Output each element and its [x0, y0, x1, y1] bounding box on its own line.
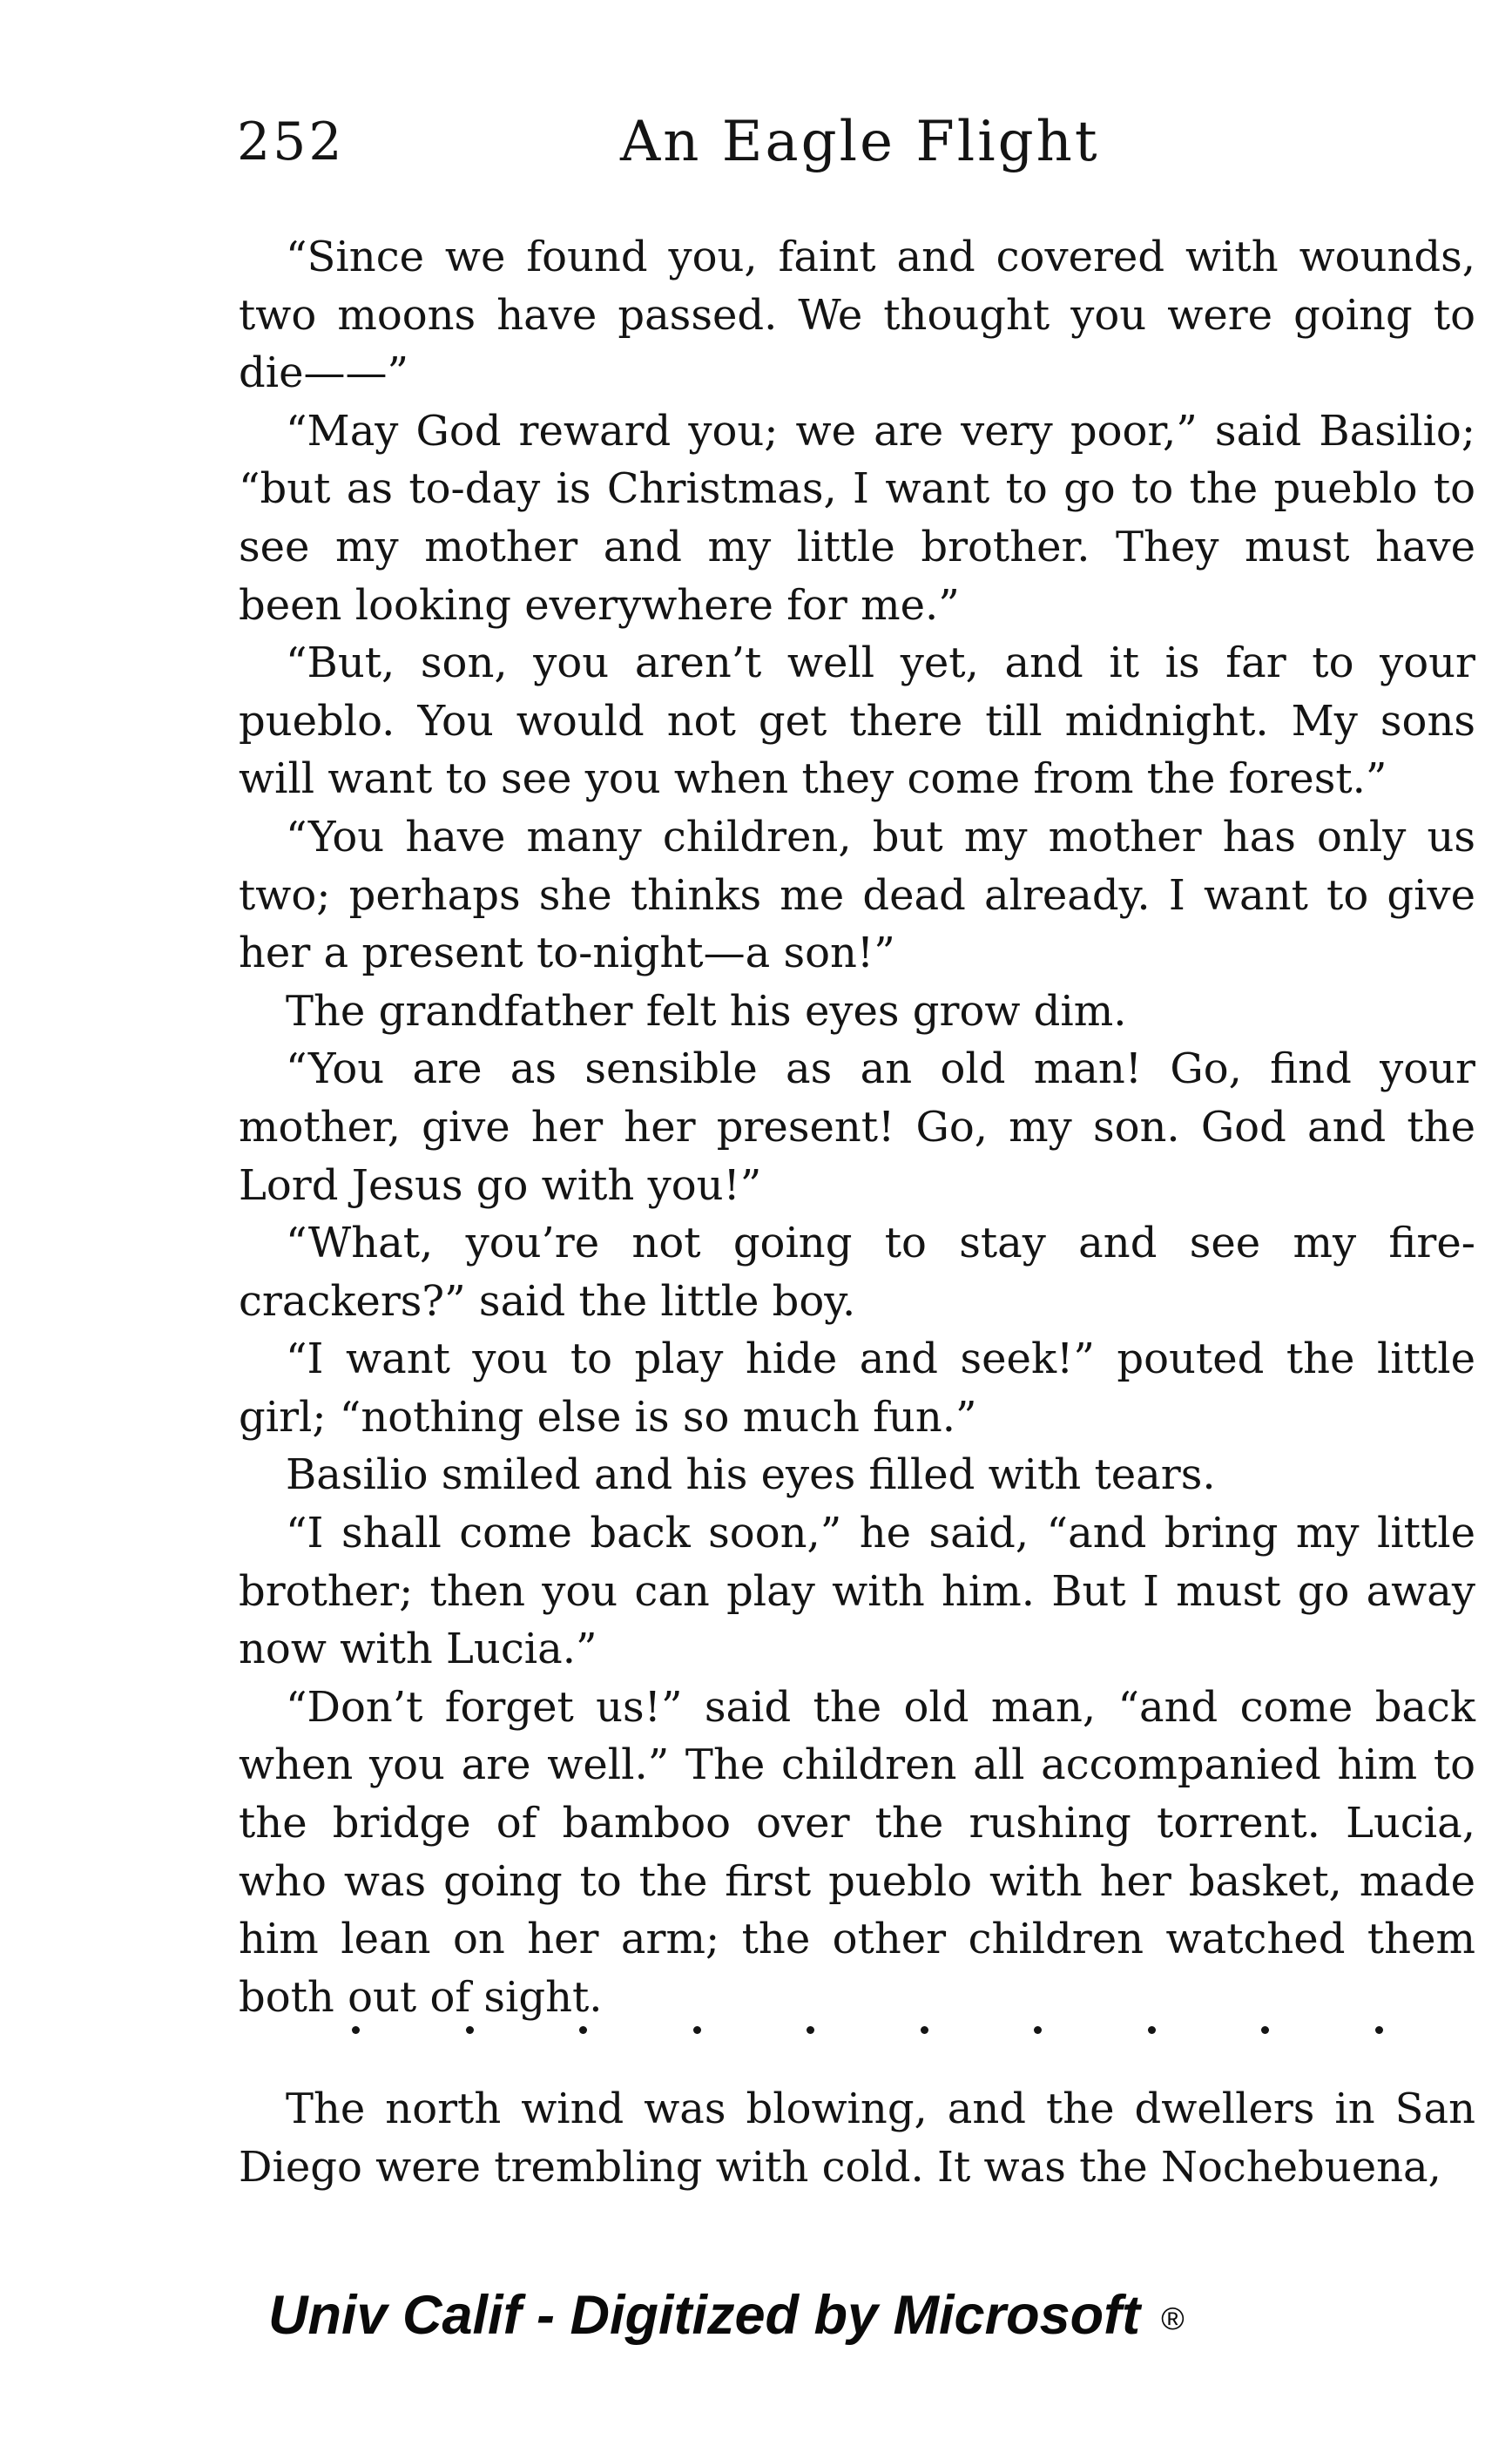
- paragraph: “But, son, you aren’t well yet, and it is far to your pueblo. You would not get there till midnight. My sons will want to see you when they come from the forest.”: [239, 639, 1475, 804]
- continuation-text: [239, 2080, 1475, 2196]
- page-header: [237, 111, 1474, 190]
- paragraph: “I want you to play hide and seek!” pouted the little girl; “nothing else is so much fun.”: [239, 1334, 1475, 1442]
- section-break-dots: [352, 2026, 1383, 2034]
- page-number: 252: [237, 111, 345, 172]
- section-break-dot: [579, 2026, 587, 2034]
- main-text: [239, 228, 1475, 2026]
- paragraph: “Don’t forget us!” said the old man, “and come back when you are well.” The children all accompanied him to the bridge of bamboo over the rushing torrent. Lucia, who was going to the first pueblo with her basket, made him lean on her arm; the other children watched them both out of sight.: [239, 1682, 1475, 2022]
- section-break-dot: [693, 2026, 701, 2034]
- running-title: An Eagle Flight: [620, 110, 1100, 174]
- section-break-dot: [921, 2026, 928, 2034]
- section-break-dot: [352, 2026, 360, 2034]
- paragraph: “May God reward you; we are very poor,” said Basilio; “but as to-day is Christmas, I want to go to the pueblo to see my mother and my little brother. They must have been looking everywhere for me.”: [239, 406, 1475, 630]
- paragraph: The grandfather felt his eyes grow dim.: [286, 986, 1127, 1036]
- digitization-watermark: [268, 2284, 1184, 2347]
- section-break-dot: [1261, 2026, 1269, 2034]
- paragraph: “You have many children, but my mother has only us two; perhaps she thinks me dead already. I want to give her a present to-night—a son!”: [239, 812, 1475, 978]
- paragraph: “What, you’re not going to stay and see my fire-crackers?” said the little boy.: [239, 1219, 1475, 1326]
- registered-mark-icon: ®: [1160, 2301, 1185, 2337]
- paragraph: “I shall come back soon,” he said, “and bring my little brother; then you can play with him. But I must go away now with Lucia.”: [239, 1509, 1475, 1674]
- paragraph: The north wind was blowing, and the dwellers in San Diego were trembling with cold. It was the Nochebuena,: [239, 2085, 1475, 2192]
- section-break-dot: [1034, 2026, 1042, 2034]
- section-break-dot: [807, 2026, 814, 2034]
- paragraph: Basilio smiled and his eyes filled with tears.: [286, 1450, 1216, 1500]
- section-break-dot: [466, 2026, 474, 2034]
- paragraph: “You are as sensible as an old man! Go, find your mother, give her her present! Go, my son. God and the Lord Jesus go with you!”: [239, 1044, 1475, 1210]
- section-break-dot: [1375, 2026, 1383, 2034]
- section-break-dot: [1148, 2026, 1156, 2034]
- paragraph: “Since we found you, faint and covered with wounds, two moons have passed. We thought you were going to die——”: [239, 233, 1475, 398]
- watermark-text: Univ Calif - Digitized by Microsoft: [268, 2285, 1141, 2346]
